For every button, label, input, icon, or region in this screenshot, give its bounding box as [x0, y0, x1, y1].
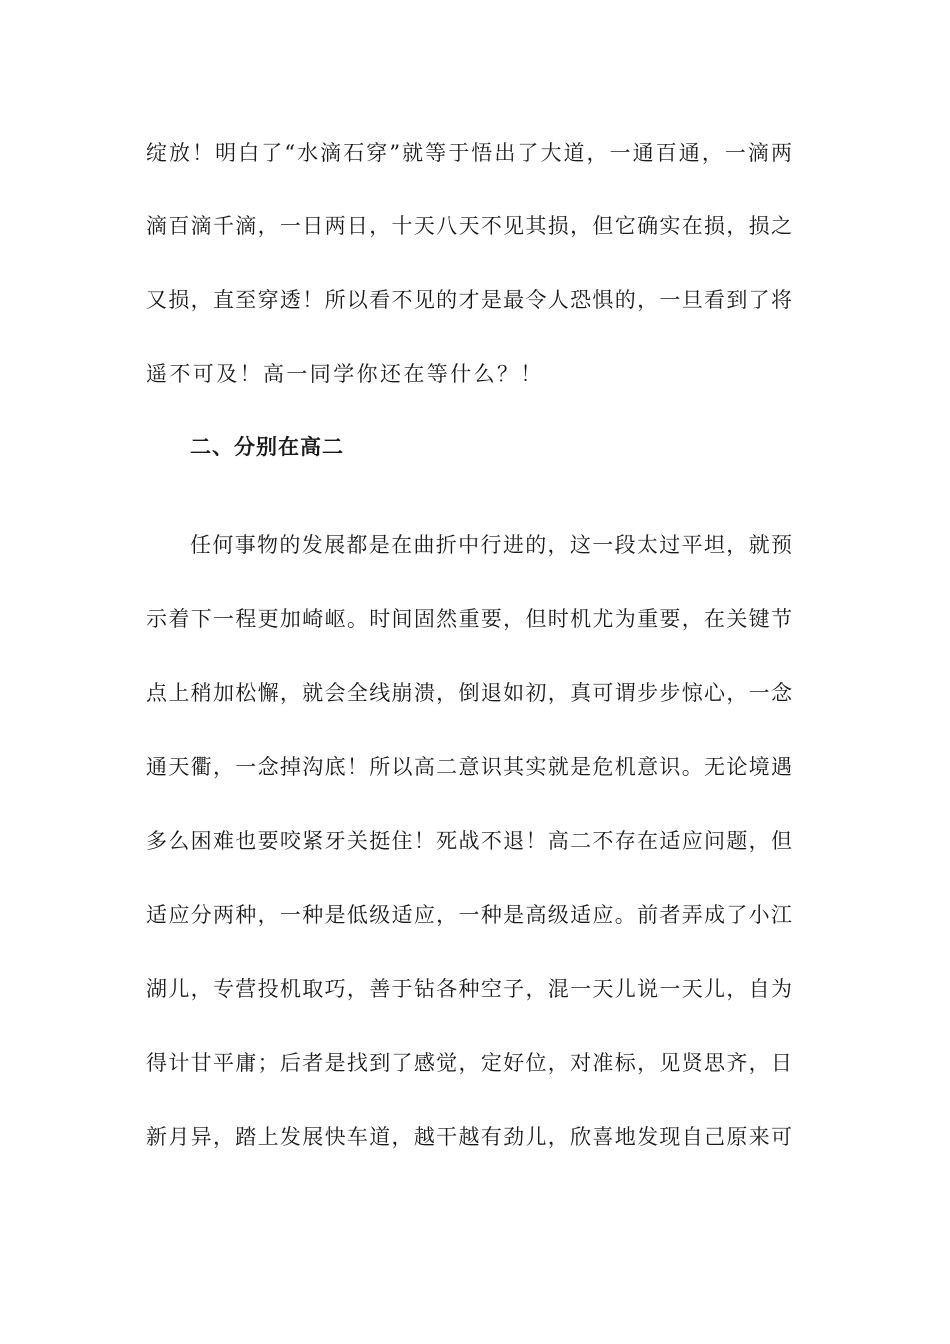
paragraph-2-line-6: 适应分两种，一种是低级适应，一种是高级适应。前者弄成了小江	[146, 903, 792, 927]
paragraph-2-line-3: 点上稍加松懈，就会全线崩溃，倒退如初，真可谓步步惊心，一念	[146, 681, 792, 705]
paragraph-1-line-3: 又损，直至穿透！所以看不见的才是最令人恐惧的，一旦看到了将	[146, 288, 792, 312]
paragraph-2-line-2: 示着下一程更加崎岖。时间固然重要，但时机尤为重要，在关键节	[146, 607, 792, 631]
paragraph-2-line-5: 多么困难也要咬紧牙关挺住！死战不退！高二不存在适应问题，但	[146, 829, 792, 853]
section-heading: 二、分别在高二	[190, 434, 344, 459]
paragraph-2-line-1: 任何事物的发展都是在曲折中行进的，这一段太过平坦，就预	[190, 533, 792, 557]
paragraph-1-line-2: 滴百滴千滴，一日两日，十天八天不见其损，但它确实在损，损之	[146, 214, 792, 238]
paragraph-2-line-8: 得计甘平庸；后者是找到了感觉，定好位，对准标，见贤思齐，日	[146, 1051, 792, 1075]
paragraph-1-line-4: 遥不可及！高一同学你还在等什么？！	[146, 362, 544, 386]
paragraph-1-line-1: 绽放！明白了“水滴石穿”就等于悟出了大道，一通百通，一滴两	[146, 141, 792, 165]
paragraph-2-line-9: 新月异，踏上发展快车道，越干越有劲儿，欣喜地发现自己原来可	[146, 1125, 792, 1149]
paragraph-2-line-7: 湖儿，专营投机取巧，善于钻各种空子，混一天儿说一天儿，自为	[146, 977, 792, 1001]
paragraph-2-line-4: 通天衢，一念掉沟底！所以高二意识其实就是危机意识。无论境遇	[146, 755, 792, 779]
